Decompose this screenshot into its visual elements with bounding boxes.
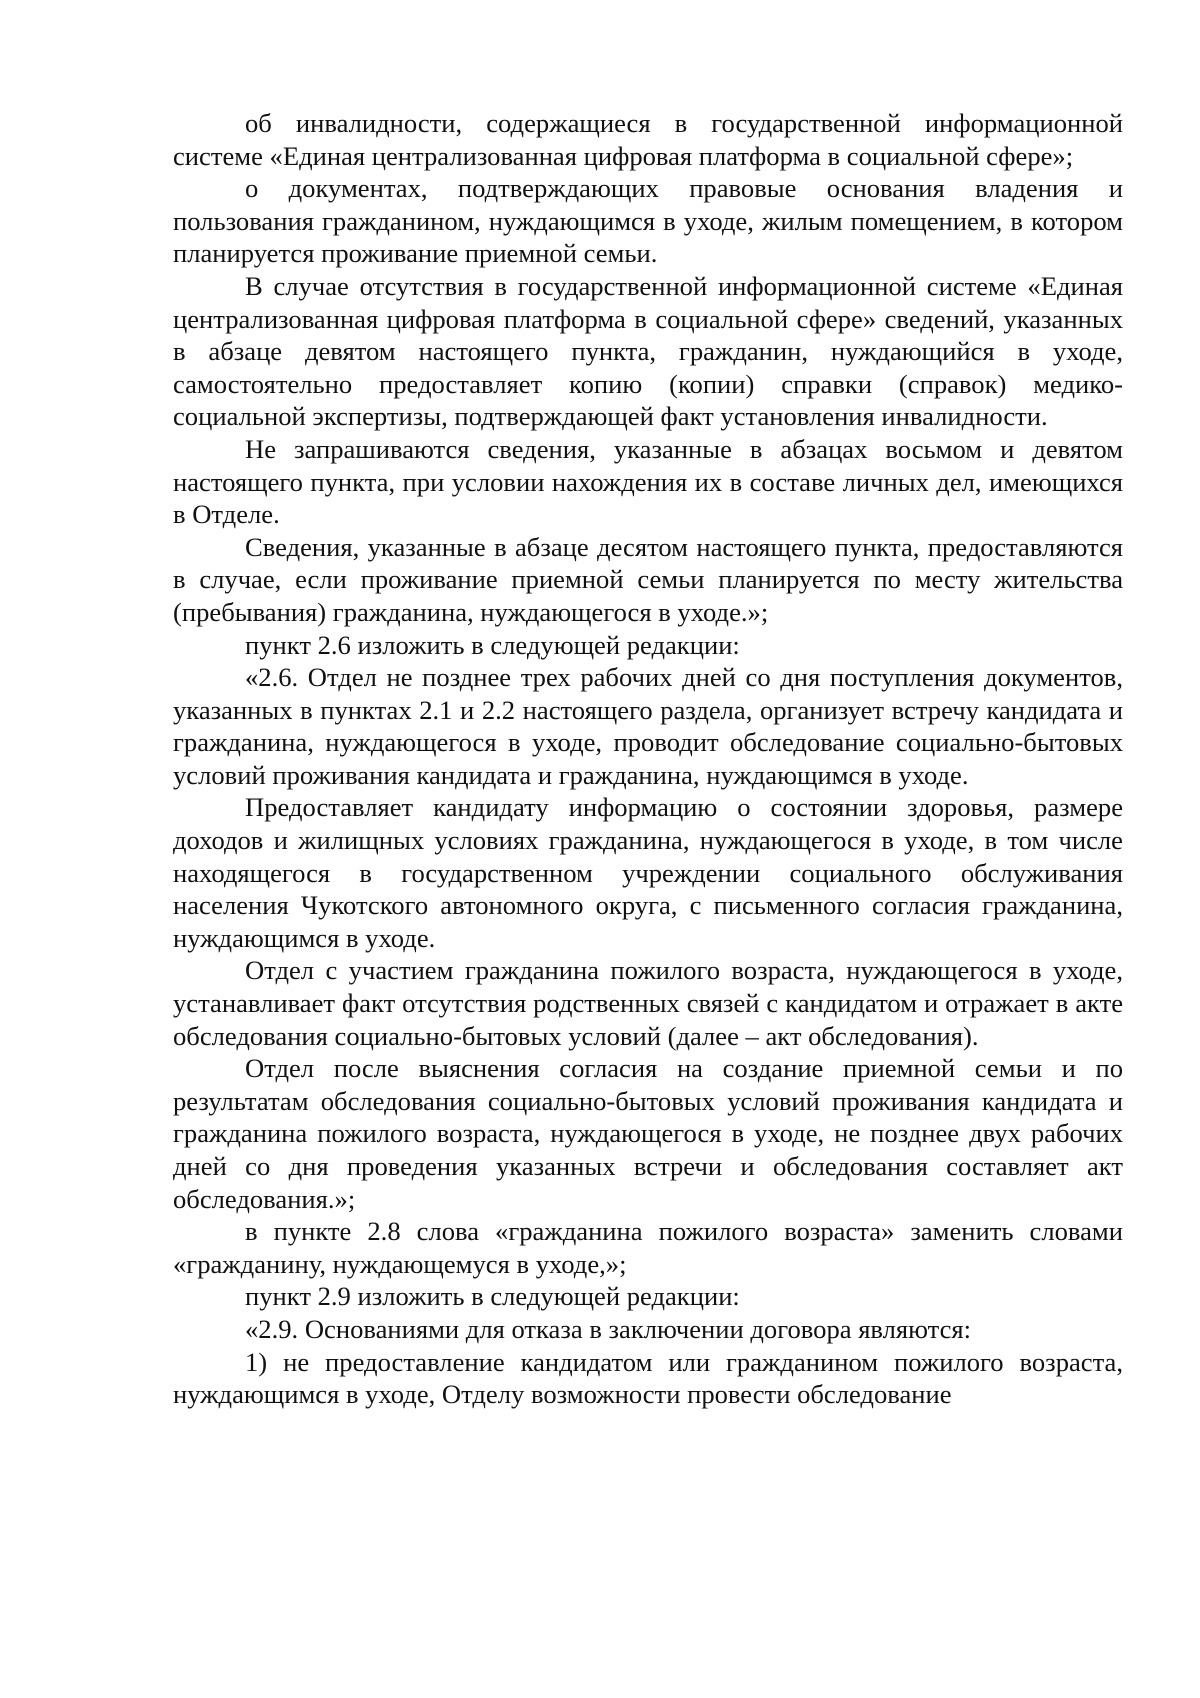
paragraph-residence-info: Сведения, указанные в абзаце десятом настоящего пункта, предоставляются в случае, если проживание приемной семьи планируется по месту жительства (пребывания) гражданина, нуждающегося в уходе.»; — [173, 531, 1123, 627]
paragraph-item-2-6-intro: пункт 2.6 изложить в следующей редакции: — [245, 629, 740, 660]
paragraph-absence-of-data: В случае отсутствия в государственной информационной системе «Единая централизованная цифровая платформа в социальной сфере» сведений, указанных в абзаце девятом настоящего пункта, гражданин, нуждающийся в уходе, самостоятельно предоставляет копию (копии) справки (справок) медико-социальной экспертизы, подтверждающей факт установления инвалидности. — [173, 270, 1123, 432]
paragraph-item-2-8: в пункте 2.8 слова «гражданина пожилого возраста» заменить словами «гражданину, нуждающемуся в уходе,»; — [173, 1216, 1123, 1279]
paragraph-kinship-check: Отдел с участием гражданина пожилого возраста, нуждающегося в уходе, устанавливает факт отсутствия родственных связей с кандидатом и отражает в акте обследования социально-бытовых условий (далее – акт обследования). — [173, 955, 1123, 1051]
paragraph-item-2-9-intro: пункт 2.9 изложить в следующей редакции: — [245, 1281, 740, 1312]
paragraph-provides-info: Предоставляет кандидату информацию о состоянии здоровья, размере доходов и жилищных условиях гражданина, нуждающегося в уходе, в том числе находящегося в государственном учреждении социального обслуживания населения Чукотского автономного округа, с письменного согласия гражданина, нуждающимся в уходе. — [173, 792, 1123, 953]
paragraph-disability-info: об инвалидности, содержащиеся в государственной информационной системе «Единая централизованная цифровая платформа в социальной сфере»; — [173, 108, 1123, 171]
paragraph-item-2-6: «2.6. Отдел не позднее трех рабочих дней со дня поступления документов, указанных в пунктах 2.1 и 2.2 настоящего раздела, организует встречу кандидата и гражданина, нуждающегося в уходе, проводит обследование социально-бытовых условий проживания кандидата и гражданина, нуждающимся в уходе. — [173, 662, 1123, 790]
paragraph-refusal-ground-1: 1) не предоставление кандидатом или гражданином пожилого возраста, нуждающимся в уходе, Отделу возможности провести обследование — [173, 1346, 1123, 1410]
paragraph-item-2-9: «2.9. Основаниями для отказа в заключении договора являются: — [245, 1313, 972, 1344]
document-page — [173, 107, 1123, 1411]
paragraph-housing-documents: о документах, подтверждающих правовые основания владения и пользования гражданином, нуждающимся в уходе, жилым помещением, в котором планируется проживание приемной семьи. — [173, 173, 1123, 269]
paragraph-inspection-act: Отдел после выяснения согласия на создание приемной семьи и по результатам обследования социально-бытовых условий проживания кандидата и гражданина пожилого возраста, нуждающегося в уходе, не позднее двух рабочих дней со дня проведения указанных встречи и обследования составляет акт обследования.»; — [173, 1053, 1123, 1214]
paragraph-not-requested: Не запрашиваются сведения, указанные в абзацах восьмом и девятом настоящего пункта, при условии нахождения их в составе личных дел, имеющихся в Отделе. — [173, 433, 1123, 530]
